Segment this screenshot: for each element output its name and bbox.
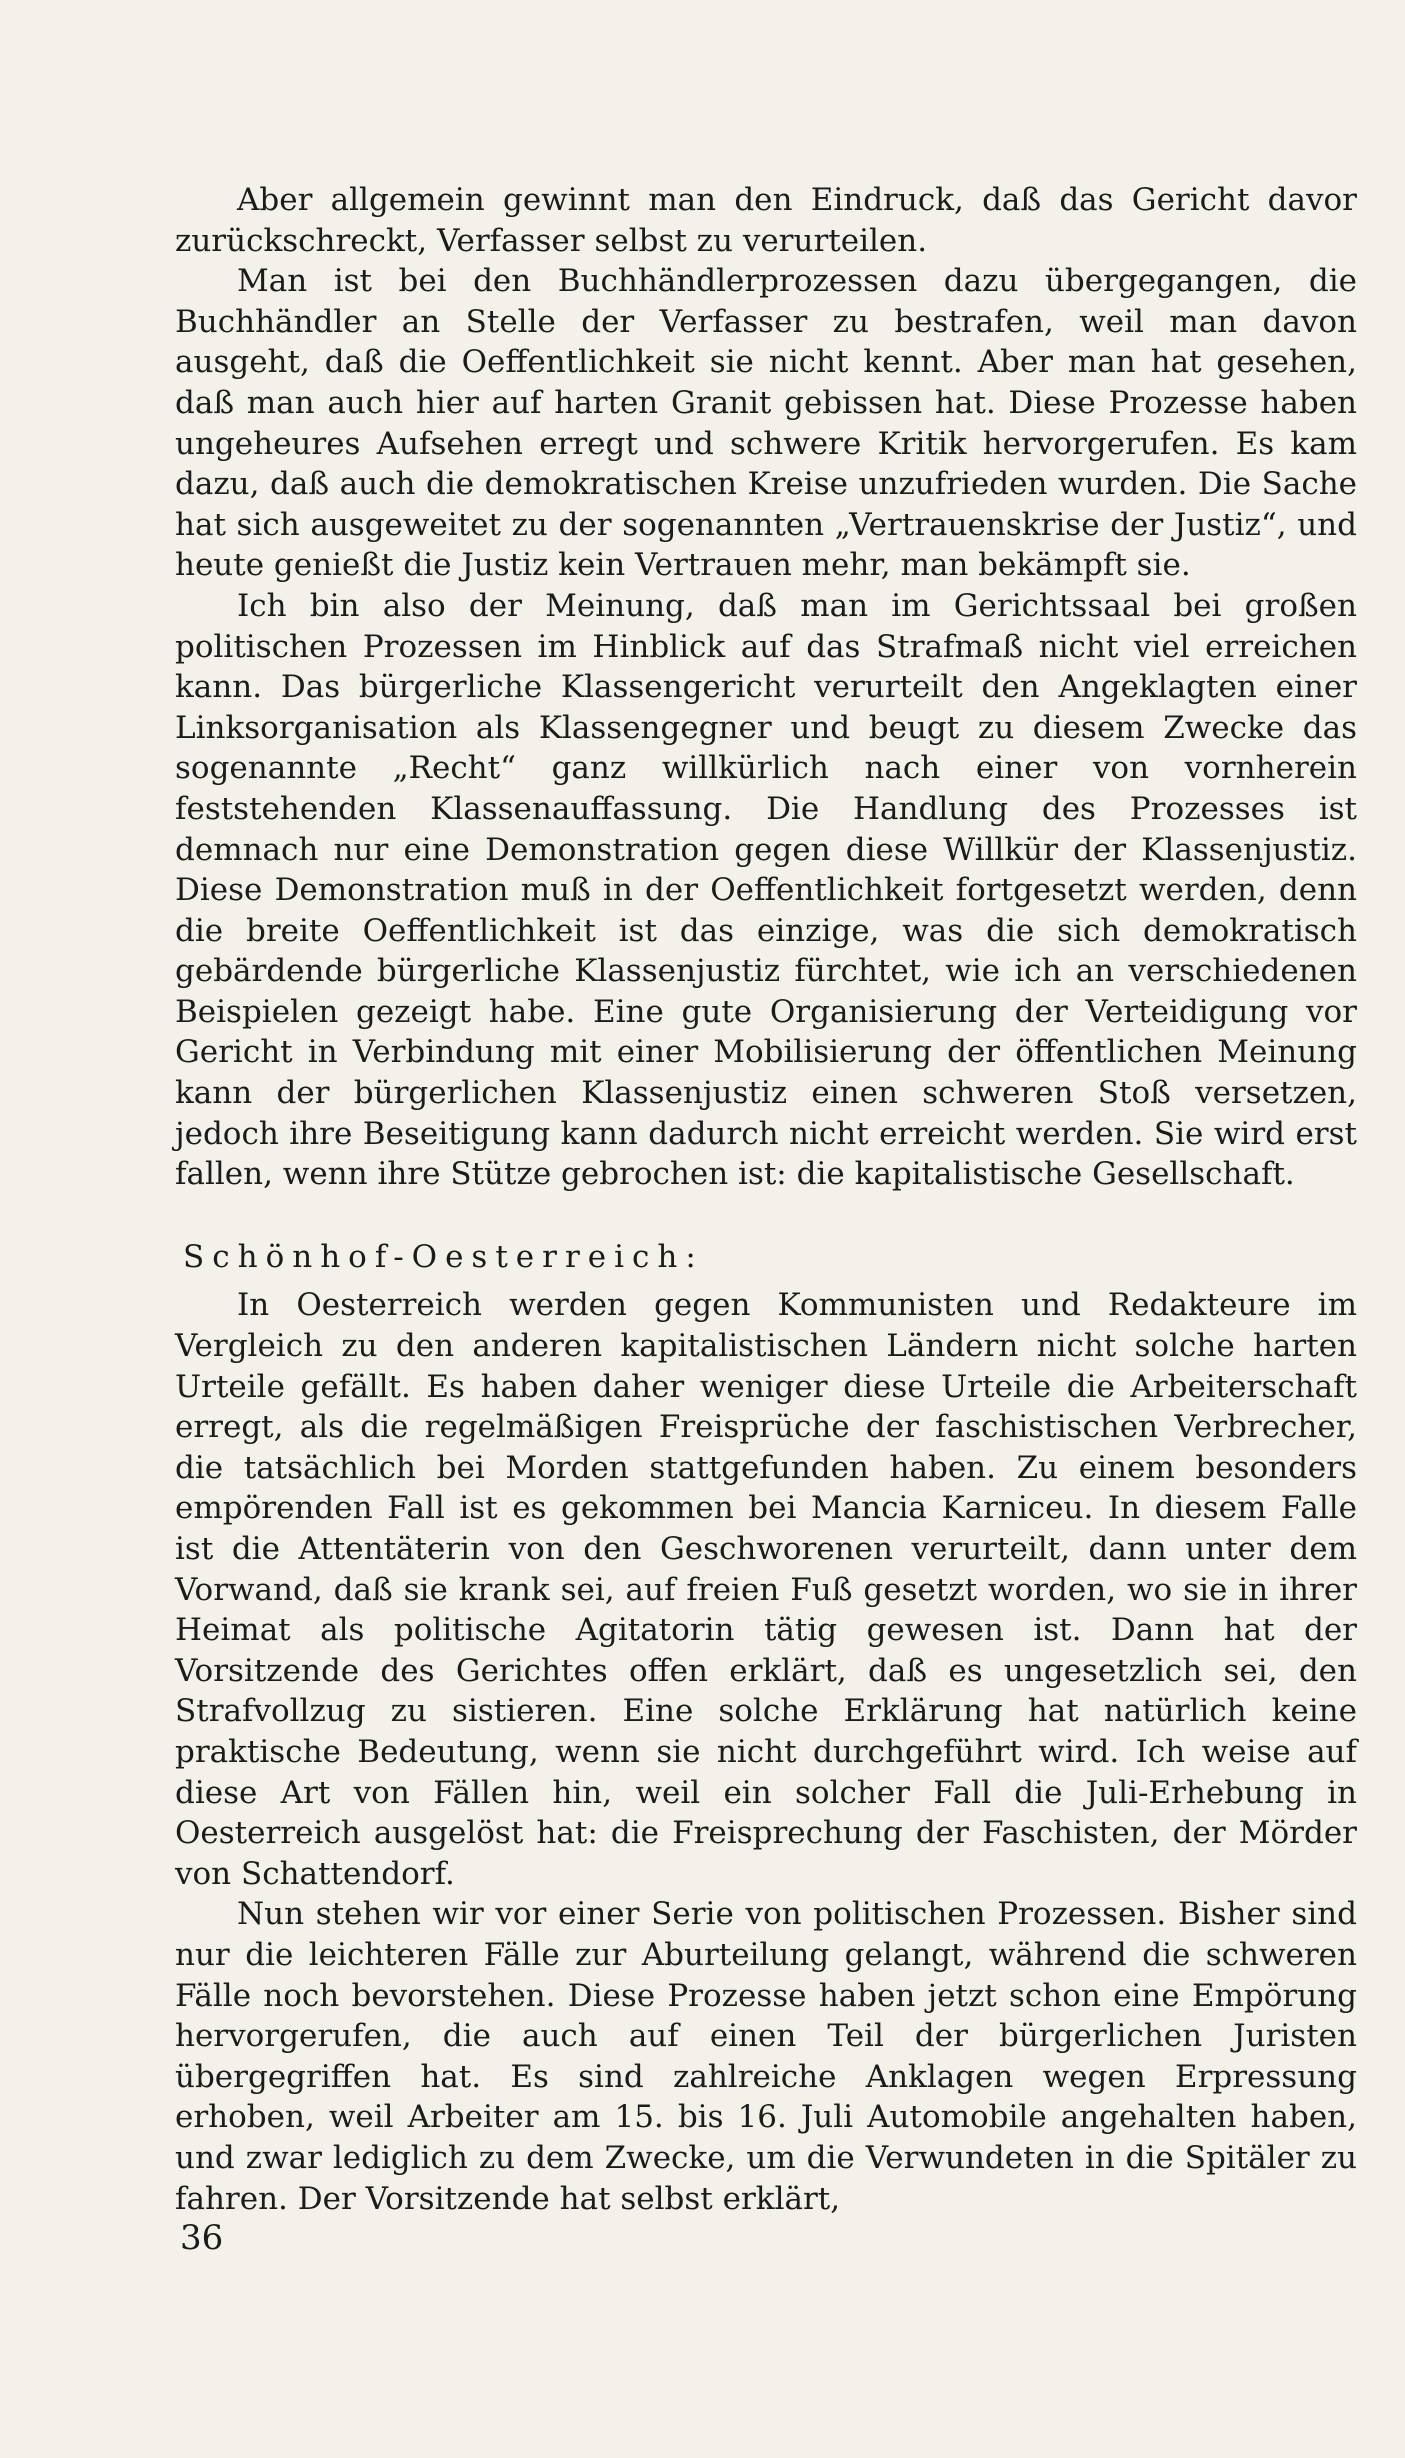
paragraph: In Oesterreich werden gegen Kommunisten und Redakteure im Vergleich zu den anderen kapitalistischen Ländern nicht solche harten Urteile gefällt. Es haben daher weniger diese Urteile die Arbeiterschaft erregt, als die regelmäßigen Freisprüche der faschistischen Verbrecher, die tatsächlich bei Morden stattgefunden haben. Zu einem besonders empörenden Fall ist es gekommen bei Mancia Karniceu. In diesem Falle ist die Attentäterin von den Geschworenen verurteilt, dann unter dem Vorwand, daß sie krank sei, auf freien Fuß gesetzt worden, wo sie in ihrer Heimat als politische Agitatorin tätig gewesen ist. Dann hat der Vorsitzende des Gerichtes offen erklärt, daß es ungesetzlich sei, den Strafvollzug zu sistieren. Eine solche Erklärung hat natürlich keine praktische Bedeutung, wenn sie nicht durchgeführt wird. Ich weise auf diese Art von Fällen hin, weil ein solcher Fall die Juli-Erhebung in Oesterreich ausgelöst hat: die Freisprechung der Faschisten, der Mörder von Schattendorf. bbox=[175, 1287, 1357, 1892]
paragraph: Nun stehen wir vor einer Serie von politischen Prozessen. Bisher sind nur die leichteren Fälle zur Aburteilung gelangt, während die schweren Fälle noch bevorstehen. Diese Prozesse haben jetzt schon eine Empörung hervorgerufen, die auch auf einen Teil der bürgerlichen Juristen übergegriffen hat. Es sind zahlreiche Anklagen wegen Erpressung erhoben, weil Arbeiter am 15. bis 16. Juli Automobile angehalten haben, und zwar lediglich zu dem Zwecke, um die Verwundeten in die Spitäler zu fahren. Der Vorsitzende hat selbst erklärt, bbox=[175, 1896, 1357, 2217]
paragraph: Man ist bei den Buchhändlerprozessen dazu übergegangen, die Buchhändler an Stelle der Verfasser zu bestrafen, weil man davon ausgeht, daß die Oeffentlichkeit sie nicht kennt. Aber man hat gesehen, daß man auch hier auf harten Granit gebissen hat. Diese Prozesse haben ungeheures Aufsehen erregt und schwere Kritik hervorgerufen. Es kam dazu, daß auch die demokratischen Kreise unzufrieden wurden. Die Sache hat sich ausgeweitet zu der sogenannten „Vertrauenskrise der Justiz“, und heute genießt die Justiz kein Vertrauen mehr, man bekämpft sie. bbox=[175, 263, 1357, 584]
page-text-block bbox=[175, 180, 1357, 2219]
paragraph: Ich bin also der Meinung, daß man im Gerichtssaal bei großen politischen Prozessen im Hinblick auf das Strafmaß nicht viel erreichen kann. Das bürgerliche Klassengericht verurteilt den Angeklagten einer Linksorganisation als Klassengegner und beugt zu diesem Zwecke das sogenannte „Recht“ ganz willkürlich nach einer von vornherein feststehenden Klassenauffassung. Die Handlung des Prozesses ist demnach nur eine Demonstration gegen diese Willkür der Klassenjustiz. Diese Demonstration muß in der Oeffentlichkeit fortgesetzt werden, denn die breite Oeffentlichkeit ist das einzige, was die sich demokratisch gebärdende bürgerliche Klassenjustiz fürchtet, wie ich an verschiedenen Beispielen gezeigt habe. Eine gute Organisierung der Verteidigung vor Gericht in Verbindung mit einer Mobilisierung der öffentlichen Meinung kann der bürgerlichen Klassenjustiz einen schweren Stoß versetzen, jedoch ihre Beseitigung kann dadurch nicht erreicht werden. Sie wird erst fallen, wenn ihre Stütze gebrochen ist: die kapitalistische Gesellschaft. bbox=[175, 587, 1357, 1193]
page-number: 36 bbox=[180, 2218, 224, 2258]
section-heading: Schönhof-Oesterreich: bbox=[183, 1238, 704, 1275]
paragraph: Aber allgemein gewinnt man den Eindruck, daß das Gericht davor zurückschreckt, Verfasser selbst zu verurteilen. bbox=[175, 182, 1357, 259]
